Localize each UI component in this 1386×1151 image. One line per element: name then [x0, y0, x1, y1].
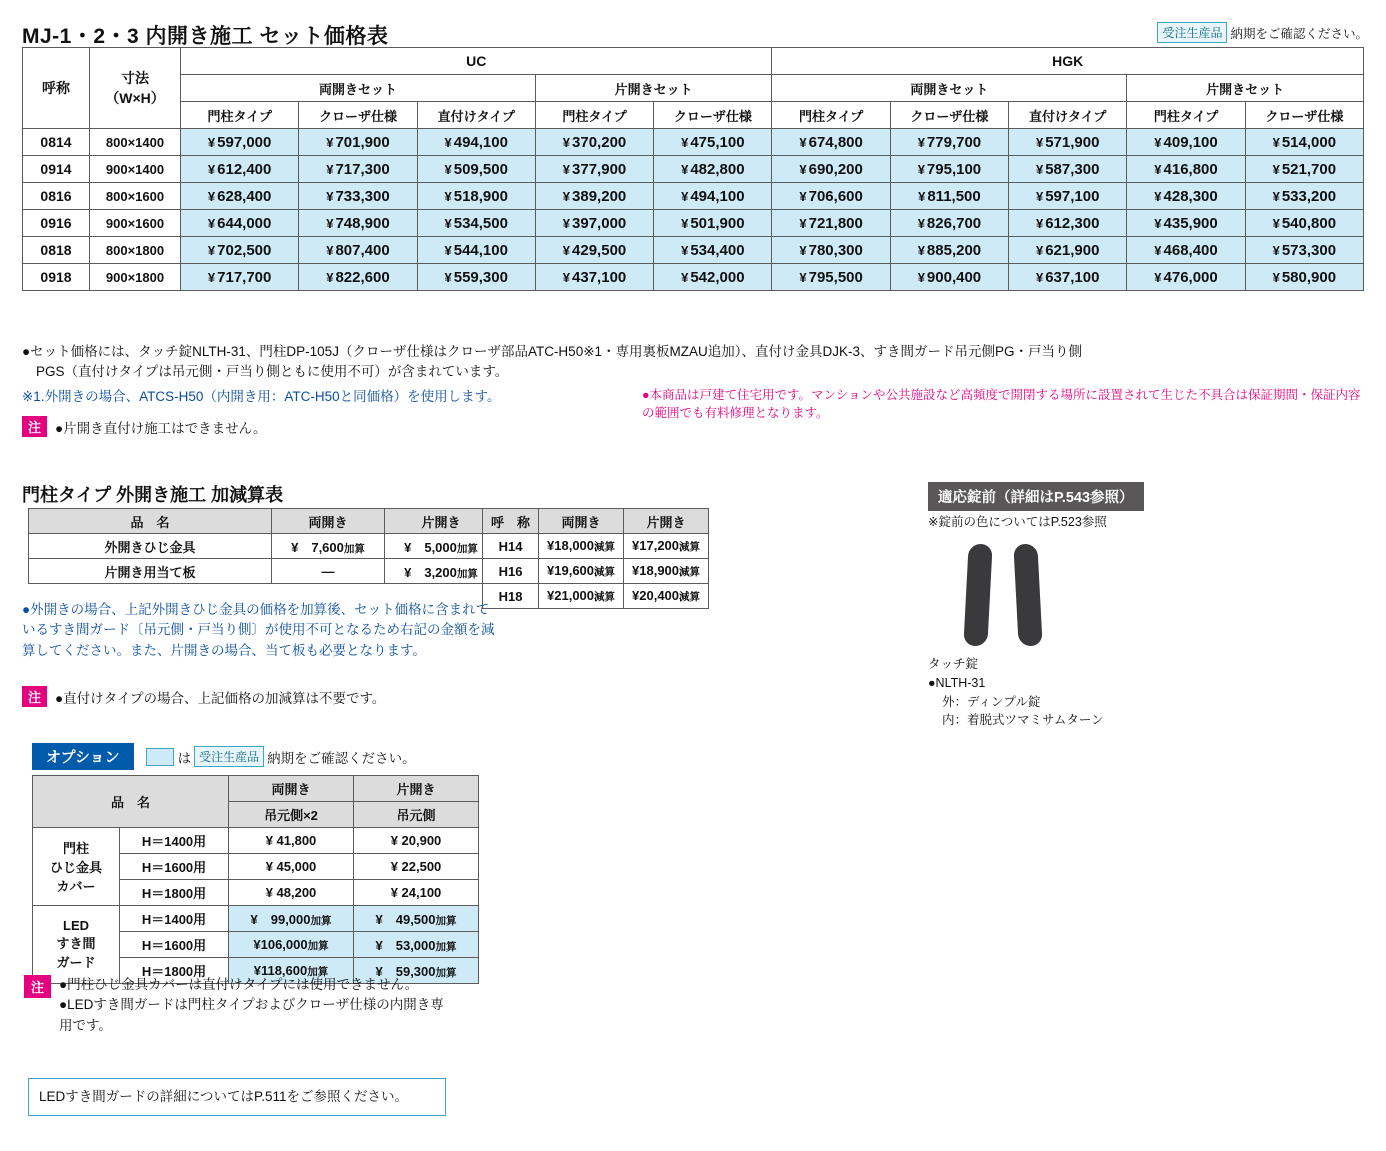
price-cell: ¥ 540,800	[1245, 210, 1363, 237]
page-title: MJ-1・2・3 内開き施工 セット価格表	[22, 25, 389, 48]
opt-size: H＝1800用	[120, 958, 229, 984]
row-dimension: 900×1600	[90, 210, 181, 237]
height-deduction-table	[482, 508, 709, 609]
adj-row-single: ¥ 5,000加算	[385, 534, 498, 559]
header-hgk-double-direct: 直付けタイプ	[1009, 102, 1127, 129]
price-cell: ¥ 587,300	[1009, 156, 1127, 183]
row-code: 0818	[23, 237, 90, 264]
adj-header-double: 両開き	[272, 509, 385, 534]
header-dimension: 寸法 （W×H）	[90, 48, 181, 129]
price-cell: ¥ 534,400	[654, 237, 772, 264]
price-cell: ¥ 597,100	[1009, 183, 1127, 210]
adjustment-table	[28, 508, 498, 584]
header-uc-double-closer: クローザ仕様	[299, 102, 417, 129]
price-cell: ¥ 706,600	[772, 183, 890, 210]
color-swatch	[146, 748, 174, 766]
note-warranty: ●本商品は戸建て住宅用です。マンションや公共施設など高頻度で開閉する場所に設置されて生じた不具合は保証期間・保証内容の範囲でも有料修理となります。	[642, 388, 1361, 420]
note-bullet-1: ●セット価格には、タッチ錠NLTH-31、門柱DP-105J（クローザ仕様はクローザ部品ATC-H50※1・専用裏板MZAU追加）、直付け金具DJK-3、すき間ガード吊元側PG・戸当り側	[22, 344, 1083, 359]
price-cell: ¥ 370,200	[535, 129, 653, 156]
h-header-single: 片開き	[624, 509, 709, 534]
price-cell: ¥ 733,300	[299, 183, 417, 210]
price-cell: ¥ 389,200	[535, 183, 653, 210]
option-header-row-1	[33, 776, 479, 802]
h-row-code: H16	[483, 559, 539, 584]
price-cell: ¥ 690,200	[772, 156, 890, 183]
header-hgk-single-closer: クローザ仕様	[1245, 102, 1363, 129]
table-header-row-2	[23, 75, 1364, 102]
price-cell: ¥ 580,900	[1245, 264, 1363, 291]
header-uc-single: 片開きセット	[535, 75, 772, 102]
row-code: 0916	[23, 210, 90, 237]
price-cell: ¥ 811,500	[890, 183, 1008, 210]
h-row-single: ¥20,400減算	[624, 584, 709, 609]
row-code: 0914	[23, 156, 90, 183]
header-hgk-double-closer: クローザ仕様	[890, 102, 1008, 129]
adj-row-double: —	[272, 559, 385, 584]
h-row-single: ¥18,900減算	[624, 559, 709, 584]
price-cell: ¥ 397,000	[535, 210, 653, 237]
opt-price-single: ¥ 20,900	[354, 828, 479, 854]
h-row-double: ¥21,000減算	[539, 584, 624, 609]
price-cell: ¥ 795,100	[890, 156, 1008, 183]
made-to-order-text: 納期をご確認ください。	[1230, 26, 1368, 41]
option-note-suffix: 納期をご確認ください。	[267, 750, 416, 766]
header-group-hgk: HGK	[772, 48, 1364, 75]
table-row	[23, 129, 1364, 156]
row-dimension: 800×1800	[90, 237, 181, 264]
caution-text-2: ●LEDすき間ガードは門柱タイプおよびクローザ仕様の内開き専用です。	[59, 997, 444, 1033]
note-asterisk-1: ※1.外開きの場合、ATCS-H50（内開き用：ATC-H50と同価格）を使用します。	[22, 389, 501, 405]
header-hgk-single: 片開きセット	[1127, 75, 1364, 102]
header-uc-double: 両開きセット	[181, 75, 536, 102]
price-cell: ¥ 518,900	[417, 183, 535, 210]
h-row-double: ¥19,600減算	[539, 559, 624, 584]
opt-price-double: ¥ 45,000	[229, 854, 354, 880]
price-cell: ¥ 533,200	[1245, 183, 1363, 210]
header-hgk-double-monchu: 門柱タイプ	[772, 102, 890, 129]
h-row-single: ¥17,200減算	[624, 534, 709, 559]
lock-caption-outside: 外：ディンプル錠	[942, 694, 1041, 709]
price-cell: ¥ 628,400	[181, 183, 299, 210]
row-dimension: 800×1600	[90, 183, 181, 210]
opt-group-name: LED すき間 ガード	[33, 906, 120, 984]
price-cell: ¥ 514,000	[1245, 129, 1363, 156]
opt-header-single-sub: 吊元側	[354, 802, 479, 828]
price-cell: ¥ 597,000	[181, 129, 299, 156]
table-row	[33, 906, 479, 932]
opt-size: H＝1800用	[120, 880, 229, 906]
table-row	[23, 156, 1364, 183]
option-note-prefix: は	[177, 750, 192, 766]
opt-size: H＝1400用	[120, 828, 229, 854]
price-cell: ¥ 475,100	[654, 129, 772, 156]
adjustment-header-row	[29, 509, 498, 534]
lock-caption-title: タッチ錠	[928, 657, 979, 671]
opt-header-single: 片開き	[354, 776, 479, 802]
section2-title: 門柱タイプ 外開き施工 加減算表	[22, 485, 284, 505]
row-code: 0814	[23, 129, 90, 156]
price-cell: ¥ 494,100	[417, 129, 535, 156]
table-row	[33, 828, 479, 854]
adj-row-name: 外開きひじ金具	[29, 534, 272, 559]
made-to-order-note	[1157, 22, 1368, 43]
h-row-code: H18	[483, 584, 539, 609]
price-cell: ¥ 435,900	[1127, 210, 1245, 237]
caution-text: ●直付けタイプの場合、上記価格の加減算は不要です。	[55, 690, 386, 706]
price-cell: ¥ 494,100	[654, 183, 772, 210]
price-cell: ¥ 509,500	[417, 156, 535, 183]
price-cell: ¥ 644,000	[181, 210, 299, 237]
h-header-double: 両開き	[539, 509, 624, 534]
price-cell: ¥ 717,300	[299, 156, 417, 183]
caution-badge: 注	[22, 416, 47, 437]
price-cell: ¥ 571,900	[1009, 129, 1127, 156]
lock-section-badge: 適応錠前（詳細はP.543参照）	[928, 482, 1144, 511]
header-uc-double-monchu: 門柱タイプ	[181, 102, 299, 129]
price-cell: ¥ 822,600	[299, 264, 417, 291]
option-badge: オプション	[32, 743, 134, 770]
opt-header-name: 品 名	[33, 776, 229, 828]
table-header-row-1	[23, 48, 1364, 75]
price-cell: ¥ 717,700	[181, 264, 299, 291]
section2-description: ●外開きの場合、上記外開きひじ金具の価格を加算後、セット価格に含まれているすき間ガード〔吊元側・戸当り側〕が使用不可となるため右記の金額を減算してください。また、片開きの場合、当て板も必要となります。	[22, 602, 495, 658]
handle-left-shape	[963, 544, 992, 646]
header-group-uc: UC	[181, 48, 772, 75]
header-uc-double-direct: 直付けタイプ	[417, 102, 535, 129]
lock-caption-model: ●NLTH-31	[928, 675, 986, 690]
opt-price-double: ¥ 41,800	[229, 828, 354, 854]
table-row	[23, 210, 1364, 237]
h-row-double: ¥18,000減算	[539, 534, 624, 559]
opt-header-double-sub: 吊元側×2	[229, 802, 354, 828]
price-cell: ¥ 885,200	[890, 237, 1008, 264]
price-cell: ¥ 621,900	[1009, 237, 1127, 264]
opt-header-double: 両開き	[229, 776, 354, 802]
price-cell: ¥ 409,100	[1127, 129, 1245, 156]
table-row	[483, 559, 709, 584]
table-row	[23, 264, 1364, 291]
caution-row-2	[22, 686, 385, 707]
opt-price-double: ¥ 48,200	[229, 880, 354, 906]
header-hgk-single-monchu: 門柱タイプ	[1127, 102, 1245, 129]
made-to-order-badge: 受注生産品	[194, 746, 264, 767]
price-cell: ¥ 795,500	[772, 264, 890, 291]
price-cell: ¥ 476,000	[1127, 264, 1245, 291]
caution-row-3	[24, 975, 454, 1036]
opt-price-double: ¥106,000加算	[229, 932, 354, 958]
row-dimension: 900×1400	[90, 156, 181, 183]
price-cell: ¥ 780,300	[772, 237, 890, 264]
header-hgk-double: 両開きセット	[772, 75, 1127, 102]
price-cell: ¥ 542,000	[654, 264, 772, 291]
header-uc-single-closer: クローザ仕様	[654, 102, 772, 129]
caution-badge: 注	[22, 686, 47, 707]
header-code: 呼称	[23, 48, 90, 129]
price-cell: ¥ 612,300	[1009, 210, 1127, 237]
adj-header-name: 品 名	[29, 509, 272, 534]
table-header-row-3	[23, 102, 1364, 129]
header-uc-single-monchu: 門柱タイプ	[535, 102, 653, 129]
price-cell: ¥ 468,400	[1127, 237, 1245, 264]
led-reference-note: LEDすき間ガードの詳細についてはP.511をご参照ください。	[28, 1078, 446, 1116]
price-cell: ¥ 544,100	[417, 237, 535, 264]
made-to-order-badge: 受注生産品	[1157, 22, 1227, 43]
height-header-row	[483, 509, 709, 534]
price-table	[22, 47, 1364, 291]
lock-caption	[928, 655, 1104, 730]
table-row	[23, 237, 1364, 264]
table-row	[483, 534, 709, 559]
table-row	[29, 559, 498, 584]
table-row	[483, 584, 709, 609]
opt-size: H＝1600用	[120, 932, 229, 958]
caution-row-1	[22, 416, 266, 437]
price-cell: ¥ 748,900	[299, 210, 417, 237]
price-cell: ¥ 429,500	[535, 237, 653, 264]
price-cell: ¥ 900,400	[890, 264, 1008, 291]
opt-price-single: ¥ 24,100	[354, 880, 479, 906]
h-header-code: 呼 称	[483, 509, 539, 534]
price-cell: ¥ 416,800	[1127, 156, 1245, 183]
adj-row-name: 片開き用当て板	[29, 559, 272, 584]
price-cell: ¥ 521,700	[1245, 156, 1363, 183]
price-cell: ¥ 428,300	[1127, 183, 1245, 210]
row-dimension: 800×1400	[90, 129, 181, 156]
lock-handle-image	[960, 540, 1080, 650]
row-code: 0816	[23, 183, 90, 210]
lock-caption-inside: 内：着脱式ツマミサムターン	[942, 713, 1104, 728]
caution-badge: 注	[24, 975, 51, 998]
table-row	[23, 183, 1364, 210]
opt-size: H＝1600用	[120, 854, 229, 880]
handle-right-shape	[1013, 544, 1042, 646]
price-cell: ¥ 501,900	[654, 210, 772, 237]
adj-row-single: ¥ 3,200加算	[385, 559, 498, 584]
opt-size: H＝1400用	[120, 906, 229, 932]
price-cell: ¥ 534,500	[417, 210, 535, 237]
price-cell: ¥ 377,900	[535, 156, 653, 183]
opt-group-name: 門柱 ひじ金具 カバー	[33, 828, 120, 906]
price-notes	[22, 342, 1364, 422]
price-cell: ¥ 807,400	[299, 237, 417, 264]
opt-price-single: ¥ 59,300加算	[354, 958, 479, 984]
lock-color-note: ※錠前の色についてはP.523参照	[928, 515, 1107, 529]
price-cell: ¥ 612,400	[181, 156, 299, 183]
opt-price-double: ¥118,600加算	[229, 958, 354, 984]
row-code: 0918	[23, 264, 90, 291]
option-header	[32, 743, 416, 770]
h-row-code: H14	[483, 534, 539, 559]
price-cell: ¥ 826,700	[890, 210, 1008, 237]
price-cell: ¥ 674,800	[772, 129, 890, 156]
caution-text-group	[59, 975, 454, 1036]
price-cell: ¥ 702,500	[181, 237, 299, 264]
price-cell: ¥ 701,900	[299, 129, 417, 156]
opt-price-single: ¥ 49,500加算	[354, 906, 479, 932]
opt-price-single: ¥ 22,500	[354, 854, 479, 880]
caution-text: ●片開き直付け施工はできません。	[55, 420, 267, 436]
opt-price-single: ¥ 53,000加算	[354, 932, 479, 958]
note-bullet-1-line2: PGS（直付けタイプは吊元側・戸当り側ともに使用不可）が含まれています。	[36, 363, 509, 379]
caution-text-1: ●門柱ひじ金具カバーは直付けタイプには使用できません。	[59, 977, 419, 992]
opt-price-double: ¥ 99,000加算	[229, 906, 354, 932]
row-dimension: 900×1800	[90, 264, 181, 291]
price-cell: ¥ 437,100	[535, 264, 653, 291]
table-row	[29, 534, 498, 559]
adj-header-single: 片開き	[385, 509, 498, 534]
price-cell: ¥ 573,300	[1245, 237, 1363, 264]
price-cell: ¥ 637,100	[1009, 264, 1127, 291]
option-table	[32, 775, 479, 984]
price-cell: ¥ 559,300	[417, 264, 535, 291]
adj-row-double: ¥ 7,600加算	[272, 534, 385, 559]
price-cell: ¥ 721,800	[772, 210, 890, 237]
price-cell: ¥ 482,800	[654, 156, 772, 183]
price-cell: ¥ 779,700	[890, 129, 1008, 156]
